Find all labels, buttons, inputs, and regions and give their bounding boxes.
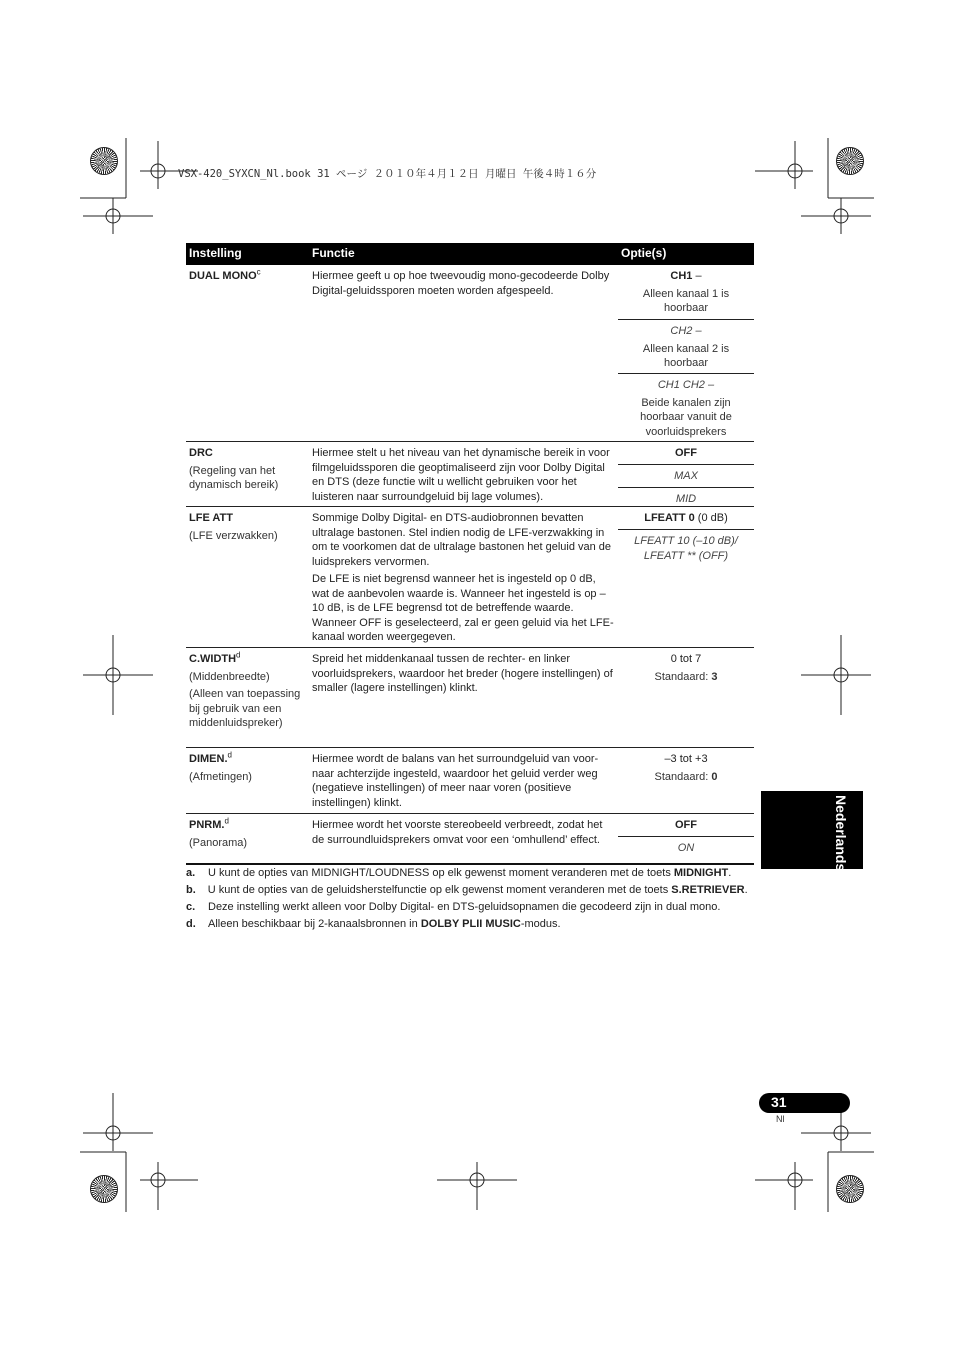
footnote	[186, 918, 758, 932]
option-label: OFF	[618, 442, 754, 465]
footnote-text: U kunt de opties van MIDNIGHT/LOUDNESS op elk gewenst moment veranderen met de toets	[208, 867, 674, 879]
setting-name: PNRM.	[189, 819, 225, 831]
option-default-label: Standaard:	[654, 770, 712, 783]
function-text: Hiermee wordt de balans van het surroundgeluid van voor-naar achterzijde ingesteld, waardoor het geluid verder weg (negatieve instellingen) of meer naar voren (positieve instellingen) klinkt.	[312, 753, 599, 809]
table-row	[186, 507, 754, 648]
table-row	[186, 748, 754, 814]
page-language-code: Nl	[776, 1114, 785, 1124]
footnote-letter: d.	[186, 918, 196, 930]
option-label: LFEATT 10 (–10 dB)/ LFEATT ** (OFF)	[634, 535, 738, 562]
setting-sub: (Alleen van toepassing bij gebruik van een middenluidspreker)	[189, 688, 301, 729]
footnote-letter: c.	[186, 901, 196, 913]
setting-sub: (Afmetingen)	[189, 770, 252, 783]
setting-name: C.WIDTH	[189, 653, 237, 665]
setting-name: DIMEN.	[189, 753, 228, 765]
option-default-label: Standaard:	[654, 670, 712, 683]
option-label: MAX	[618, 465, 754, 488]
setting-name: DUAL MONO	[189, 270, 257, 282]
option-dash: –	[704, 379, 715, 391]
column-header: Functie	[312, 246, 355, 260]
footnote-key: MIDNIGHT	[673, 867, 729, 879]
option-desc: Beide kanalen zijn hoorbaar vanuit de voorluidsprekers	[640, 396, 732, 438]
option-label: LFEATT 0	[644, 512, 695, 524]
function-text: De LFE is niet begrensd wanneer het is ingesteld op 0 dB, wat de aanbevolen waarde is. Wanneer het ingesteld is op –10 dB, is de LFE begrensd tot de betreffende waarde. Wanneer OFF is geselecteerd, zal er geen geluid via het LFE-kanaal worden weergegeven.	[312, 573, 614, 643]
page-number-badge	[759, 1093, 850, 1113]
page-number: 31	[771, 1094, 787, 1110]
option-dash: –	[692, 270, 702, 282]
options-cell	[618, 648, 754, 688]
footnote-ref: d	[236, 650, 241, 660]
option-label: ON	[677, 842, 695, 854]
footnote-key: S.RETRIEVER	[671, 884, 745, 896]
settings-table	[186, 243, 754, 865]
option-label: MID	[675, 493, 697, 505]
footnote-text: U kunt de opties van de geluidsherstelfunctie op elk gewenst moment veranderen met de toets	[207, 884, 672, 896]
footnote	[186, 884, 758, 898]
column-header: Optie(s)	[621, 246, 667, 260]
footnote-ref: d	[227, 750, 232, 760]
setting-sub: (Middenbreedte)	[189, 670, 270, 683]
column-header: Instelling	[189, 246, 242, 260]
options-cell	[618, 814, 754, 859]
option-default-value: 0	[711, 770, 718, 783]
footnote-text: Alleen beschikbaar bij 2-kanaalsbronnen in	[208, 918, 421, 930]
option-suffix: (0 dB)	[694, 512, 728, 524]
options-cell	[618, 265, 754, 440]
footnote-letter: a.	[186, 867, 196, 879]
footnote	[186, 867, 758, 881]
options-cell	[618, 507, 754, 568]
footnote-ref: c	[256, 267, 261, 277]
option-label: CH1	[670, 270, 693, 282]
setting-sub: (Panorama)	[189, 836, 248, 849]
function-text: Hiermee geeft u op hoe tweevoudig mono-gecodeerde Dolby Digital-geluidssporen moeten worden afgespeeld.	[312, 270, 610, 297]
footnote-after: -modus.	[520, 918, 561, 930]
function-text: Hiermee wordt het voorste stereobeeld verbreedt, zodat het de surroundluidsprekers omvat voor een ‘omhullend’ effect.	[312, 819, 603, 846]
option-default-value: 3	[711, 670, 718, 683]
option-label: CH2	[670, 325, 693, 337]
footnote-letter: b.	[186, 884, 196, 896]
table-row	[186, 648, 754, 748]
function-text: Sommige Dolby Digital- en DTS-audiobronnen bevatten ultralage bastonen. Stel indien nodig de LFE-verzwakking in om te voorkomen dat de ultralage bastonen het geluid van de luidsprekers vervormen.	[312, 512, 612, 568]
footnote-after: .	[728, 867, 732, 879]
table-row	[186, 265, 754, 442]
print-header: VSX-420_SYXCN_Nl.book 31 ページ ２０１０年４月１２日 月曜日 午後４時１６分	[178, 168, 597, 180]
setting-name: DRC	[189, 447, 213, 459]
setting-name: LFE ATT	[189, 512, 233, 524]
table-header	[186, 243, 754, 265]
options-cell	[618, 748, 754, 788]
options-cell	[618, 442, 754, 510]
option-label: CH1 CH2	[657, 379, 705, 391]
table-row	[186, 442, 754, 507]
footnotes	[186, 867, 758, 935]
footnote-text: Deze instelling werkt alleen voor Dolby Digital- en DTS-geluidsopnamen die gecodeerd zijn in dual mono.	[208, 901, 721, 913]
setting-sub: (LFE verzwakken)	[189, 529, 278, 542]
option-range: 0 tot 7	[670, 653, 702, 665]
table-row	[186, 814, 754, 865]
footnote-key: DOLBY PLII MUSIC	[420, 918, 521, 930]
function-text: Spreid het middenkanaal tussen de rechter- en linker voorluidsprekers, waardoor het breder (hogere instellingen) of smaller (lagere instellingen) klinkt.	[312, 653, 613, 694]
footnote-after: .	[744, 884, 748, 896]
footnote	[186, 901, 758, 915]
footnote-ref: d	[224, 816, 229, 826]
option-label: OFF	[618, 814, 754, 837]
option-desc: Alleen kanaal 1 is hoorbaar	[642, 287, 730, 314]
setting-sub: (Regeling van het dynamisch bereik)	[189, 464, 279, 491]
option-range: –3 tot +3	[664, 753, 708, 765]
language-tab-label: Nederlands	[833, 795, 849, 872]
option-desc: Alleen kanaal 2 is hoorbaar	[642, 342, 730, 369]
language-tab	[761, 791, 863, 872]
option-dash: –	[692, 325, 702, 337]
function-text: Hiermee stelt u het niveau van het dynamische bereik in voor filmgeluidssporen die geoptimaliseerd zijn voor Dolby Digital en DTS (deze functie wilt u wellicht gebruiken voor het luisteren naar surroundgeluid bij lage volumes).	[312, 447, 610, 503]
